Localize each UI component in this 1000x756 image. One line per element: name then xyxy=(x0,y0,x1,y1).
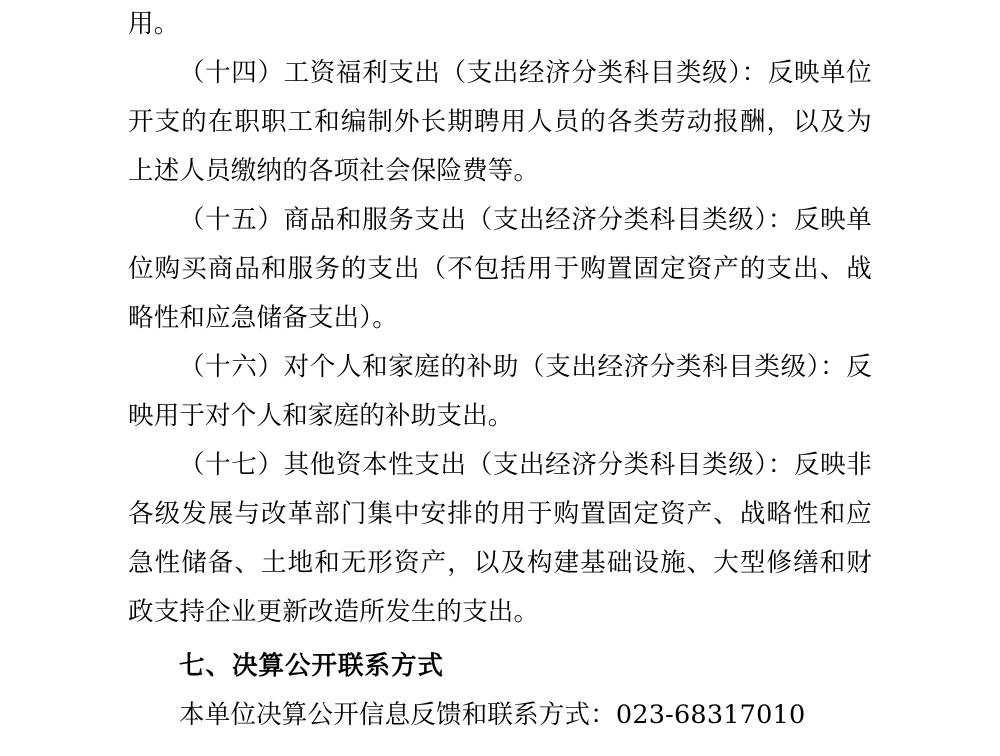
paragraph-item-17: （十七）其他资本性支出（支出经济分类科目类级）：反映非各级发展与改革部门集中安排的用于购置固定资产、战略性和应急性储备、土地和无形资产，以及构建基础设施、大型修缮和财政支持企业更新改造所发生的支出。 xyxy=(128,450,872,627)
paragraph-contact-info: 本单位决算公开信息反馈和联系方式：023-68317010 xyxy=(179,700,806,730)
paragraph-continuation: 用。 xyxy=(128,9,180,39)
section-heading-contact: 七、决算公开联系方式 xyxy=(179,651,445,681)
paragraph-item-15: （十五）商品和服务支出（支出经济分类科目类级）：反映单位购买商品和服务的支出（不包括用于购置固定资产的支出、战略性和应急储备支出）。 xyxy=(128,205,872,333)
paragraph-item-16: （十六）对个人和家庭的补助（支出经济分类科目类级）：反映用于对个人和家庭的补助支出。 xyxy=(128,352,872,431)
paragraph-item-14: （十四）工资福利支出（支出经济分类科目类级）：反映单位开支的在职职工和编制外长期聘用人员的各类劳动报酬，以及为上述人员缴纳的各项社会保险费等。 xyxy=(128,58,872,186)
